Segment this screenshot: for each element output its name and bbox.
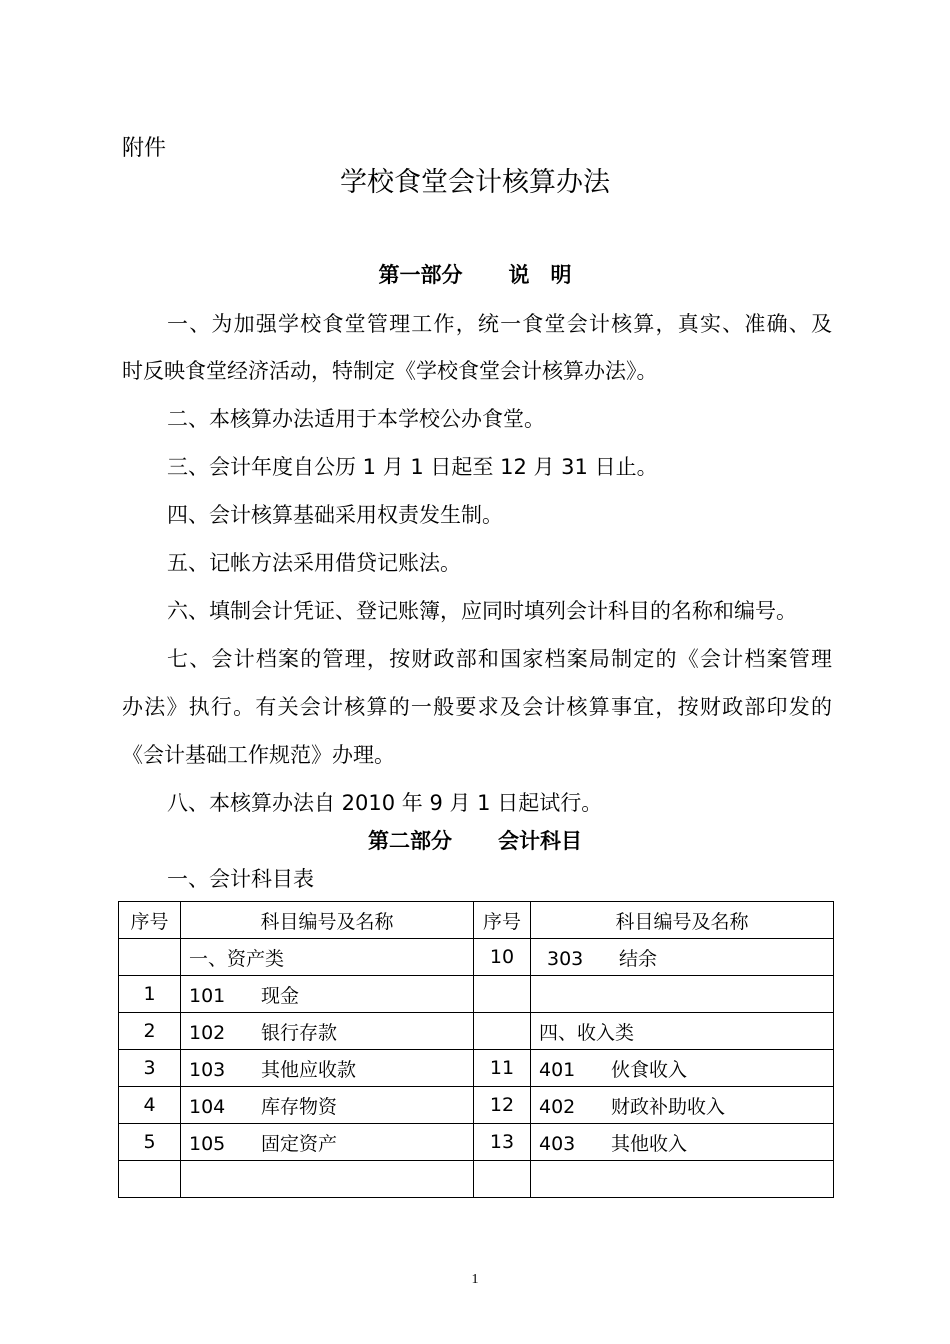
account-code: 401	[539, 1058, 576, 1081]
account-code: 402	[539, 1095, 576, 1118]
row-account-right	[531, 976, 834, 1013]
para-4: 四、会计核算基础采用权责发生制。	[167, 503, 503, 527]
row-no-right	[474, 1013, 531, 1050]
part1-heading-title: 说 明	[508, 263, 572, 287]
table-caption: 一、会计科目表	[167, 867, 314, 891]
account-code: 103	[189, 1058, 226, 1081]
row-account-left	[181, 1124, 474, 1161]
account-code: 105	[189, 1132, 226, 1155]
header-name-right: 科目编号及名称	[531, 902, 834, 939]
accounts-table	[118, 901, 834, 1198]
para-6: 六、填制会计凭证、登记账簿，应同时填列会计科目的名称和编号。	[167, 599, 797, 623]
row-account-right	[531, 1124, 834, 1161]
account-name: 其他应收款	[261, 1058, 357, 1081]
para-5: 五、记帐方法采用借贷记账法。	[167, 551, 461, 575]
row-account-left	[181, 976, 474, 1013]
para-3: 三、会计年度自公历 1 月 1 日起至 12 月 31 日止。	[167, 455, 658, 479]
row-account-left	[181, 1050, 474, 1087]
para-7-line-3: 《会计基础工作规范》办理。	[122, 743, 395, 767]
para-7-line-1: 七、会计档案的管理，按财政部和国家档案局制定的《会计档案管理	[167, 647, 832, 671]
part2-heading-title: 会计科目	[498, 829, 582, 853]
table-row	[119, 1124, 834, 1161]
page-number: 1	[471, 1272, 479, 1287]
para-8: 八、本核算办法自 2010 年 9 月 1 日起试行。	[167, 791, 603, 815]
row-no-left: 1	[119, 976, 181, 1013]
para-7-line-2: 办法》执行。有关会计核算的一般要求及会计核算事宜，按财政部印发的	[122, 695, 832, 719]
para-1-line-1: 一、为加强学校食堂管理工作，统一食堂会计核算，真实、准确、及	[167, 312, 832, 336]
row-no-left: 2	[119, 1013, 181, 1050]
row-no-left	[119, 1161, 181, 1198]
row-no-right	[474, 976, 531, 1013]
table-row	[119, 1050, 834, 1087]
header-name-left: 科目编号及名称	[181, 902, 474, 939]
row-account-right	[531, 1087, 834, 1124]
part2-heading-number: 第二部分	[368, 829, 452, 853]
row-no-left: 4	[119, 1087, 181, 1124]
attachment-label: 附件	[122, 136, 167, 161]
row-no-left	[119, 939, 181, 976]
account-code: 101	[189, 984, 226, 1007]
account-name: 一、资产类	[189, 947, 285, 970]
row-no-left: 5	[119, 1124, 181, 1161]
row-no-right: 10	[474, 939, 531, 976]
table-row	[119, 1161, 834, 1198]
account-name: 现金	[261, 984, 300, 1007]
row-account-right	[531, 1050, 834, 1087]
account-code: 104	[189, 1095, 226, 1118]
row-no-right: 12	[474, 1087, 531, 1124]
account-name: 银行存款	[261, 1021, 338, 1044]
account-code: 102	[189, 1021, 226, 1044]
account-name: 库存物资	[261, 1095, 338, 1118]
account-name: 结余	[619, 947, 658, 970]
part2-heading	[0, 826, 950, 856]
account-name: 其他收入	[611, 1132, 688, 1155]
row-account-left	[181, 1013, 474, 1050]
row-account-left	[181, 1087, 474, 1124]
account-name: 伙食收入	[611, 1058, 688, 1081]
table-row	[119, 1013, 834, 1050]
account-code: 403	[539, 1132, 576, 1155]
header-no-right: 序号	[474, 902, 531, 939]
row-account-left	[181, 939, 474, 976]
row-account-right	[531, 939, 834, 976]
para-2: 二、本核算办法适用于本学校公办食堂。	[167, 407, 545, 431]
document-title: 学校食堂会计核算办法	[340, 167, 610, 198]
part1-heading-number: 第一部分	[378, 263, 463, 287]
table-row	[119, 939, 834, 976]
header-no-left: 序号	[119, 902, 181, 939]
row-account-right	[531, 1161, 834, 1198]
row-account-left	[181, 1161, 474, 1198]
para-1-line-2: 时反映食堂经济活动，特制定《学校食堂会计核算办法》。	[122, 359, 658, 383]
table-header-row	[119, 902, 834, 939]
account-name: 财政补助收入	[611, 1095, 726, 1118]
row-no-left: 3	[119, 1050, 181, 1087]
account-name: 固定资产	[261, 1132, 338, 1155]
row-no-right: 11	[474, 1050, 531, 1087]
row-no-right: 13	[474, 1124, 531, 1161]
part1-heading	[0, 260, 950, 290]
table-row	[119, 1087, 834, 1124]
row-account-right	[531, 1013, 834, 1050]
account-code: 303	[547, 947, 584, 970]
account-name: 四、收入类	[539, 1021, 635, 1044]
row-no-right	[474, 1161, 531, 1198]
table-row	[119, 976, 834, 1013]
